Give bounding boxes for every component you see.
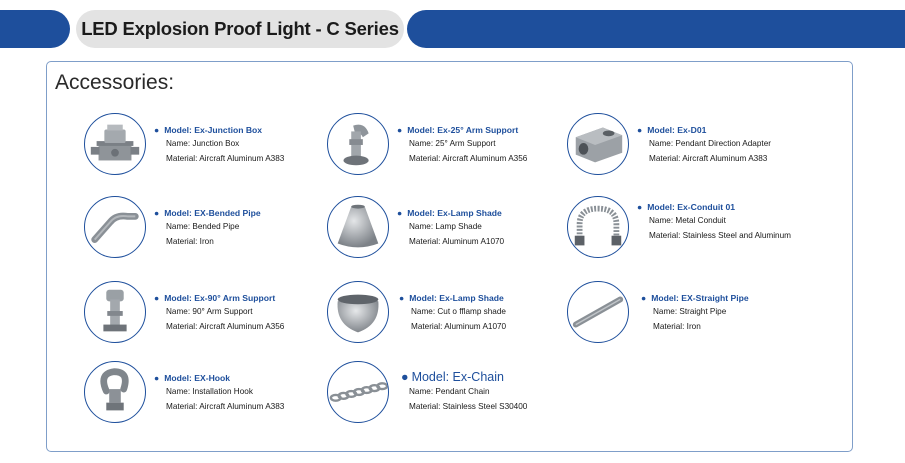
arm-support-25-icon	[327, 113, 389, 175]
bended-pipe-icon	[84, 196, 146, 258]
accessory-item-lamp-shade: ● Model: Ex-Lamp Shade Name: Lamp Shade Material: Aluminum A1070	[327, 196, 597, 266]
name-label: Name: 90° Arm Support	[166, 307, 253, 316]
accessory-item-bended-pipe: ● Model: EX-Bended Pipe Name: Bended Pipe Material: Iron	[84, 196, 354, 266]
accessory-item-straight-pipe: ● Model: EX-Straight Pipe Name: Straight Pipe Material: Iron	[567, 281, 837, 351]
name-label: Name: Lamp Shade	[409, 222, 482, 231]
chain-icon	[327, 361, 389, 423]
lamp-shade-icon	[327, 196, 389, 258]
accessory-item-direction-adapter: ● Model: Ex-D01 Name: Pendant Direction Adapter Material: Aircraft Aluminum A383	[567, 113, 837, 183]
name-label: Name: Junction Box	[166, 139, 240, 148]
material-label: Material: Aluminum A1070	[411, 321, 507, 331]
accessory-item-junction-box: ● Model: Ex-Junction Box Name: Junction Box Material: Aircraft Aluminum A383	[84, 113, 354, 183]
material-label: Material: Aluminum A1070	[409, 236, 505, 246]
model-label: Model: Ex-25° Arm Support	[407, 125, 519, 135]
accessory-item-chain: ● Model: Ex-Chain Name: Pendant Chain Material: Stainless Steel S30400	[327, 361, 597, 431]
material-label: Material: Stainless Steel and Aluminum	[649, 230, 791, 240]
name-label: Name: 25° Arm Support	[409, 139, 496, 148]
name-label: Name: Bended Pipe	[166, 222, 240, 231]
header-right-bar	[407, 10, 905, 48]
model-label: Model: Ex-Lamp Shade	[407, 208, 502, 218]
name-label: Name: Pendant Chain	[409, 387, 490, 396]
page-title: LED Explosion Proof Light - C Series	[76, 10, 404, 48]
material-label: Material: Aircraft Aluminum A356	[409, 153, 528, 163]
straight-pipe-icon	[567, 281, 629, 343]
model-label: Model: EX-Straight Pipe	[651, 293, 749, 303]
material-label: Material: Iron	[653, 321, 701, 331]
name-label: Name: Metal Conduit	[649, 216, 726, 225]
accessory-item-cut-off-lamp-shade: ● Model: Ex-Lamp Shade Name: Cut o fflamp shade Material: Aluminum A1070	[327, 281, 597, 351]
hook-icon	[84, 361, 146, 423]
header-left-bar	[0, 10, 70, 48]
name-label: Name: Straight Pipe	[653, 307, 727, 316]
junction-box-icon	[84, 113, 146, 175]
material-label: Material: Aircraft Aluminum A383	[649, 153, 768, 163]
model-label: Model: Ex-90° Arm Support	[164, 293, 276, 303]
arm-support-90-icon	[84, 281, 146, 343]
cut-off-lamp-shade-icon	[327, 281, 389, 343]
material-label: Material: Iron	[166, 236, 214, 246]
material-label: Material: Stainless Steel S30400	[409, 401, 528, 411]
material-label: Material: Aircraft Aluminum A356	[166, 321, 285, 331]
accessory-item-hook: ● Model: EX-Hook Name: Installation Hook Material: Aircraft Aluminum A383	[84, 361, 354, 431]
model-label: Model: Ex-Junction Box	[164, 125, 263, 135]
model-label: Model: EX-Bended Pipe	[164, 208, 261, 218]
model-label: Model: Ex-Conduit 01	[647, 202, 736, 212]
accessory-item-arm-support-25: ● Model: Ex-25° Arm Support Name: 25° Arm Support Material: Aircraft Aluminum A356	[327, 113, 597, 183]
accessory-item-metal-conduit: ● Model: Ex-Conduit 01 Name: Metal Conduit Material: Stainless Steel and Aluminum	[567, 196, 837, 266]
section-title: Accessories:	[55, 71, 175, 94]
model-label: Model: Ex-D01	[647, 125, 707, 135]
name-label: Name: Cut o fflamp shade	[411, 307, 506, 316]
metal-conduit-icon	[567, 196, 629, 258]
material-label: Material: Aircraft Aluminum A383	[166, 153, 285, 163]
accessory-item-arm-support-90: ● Model: Ex-90° Arm Support Name: 90° Arm Support Material: Aircraft Aluminum A356	[84, 281, 354, 351]
name-label: Name: Pendant Direction Adapter	[649, 139, 771, 148]
direction-adapter-icon	[567, 113, 629, 175]
model-label: Model: Ex-Chain	[411, 370, 504, 384]
model-label: Model: Ex-Lamp Shade	[409, 293, 504, 303]
name-label: Name: Installation Hook	[166, 387, 253, 396]
material-label: Material: Aircraft Aluminum A383	[166, 401, 285, 411]
model-label: Model: EX-Hook	[164, 373, 231, 383]
